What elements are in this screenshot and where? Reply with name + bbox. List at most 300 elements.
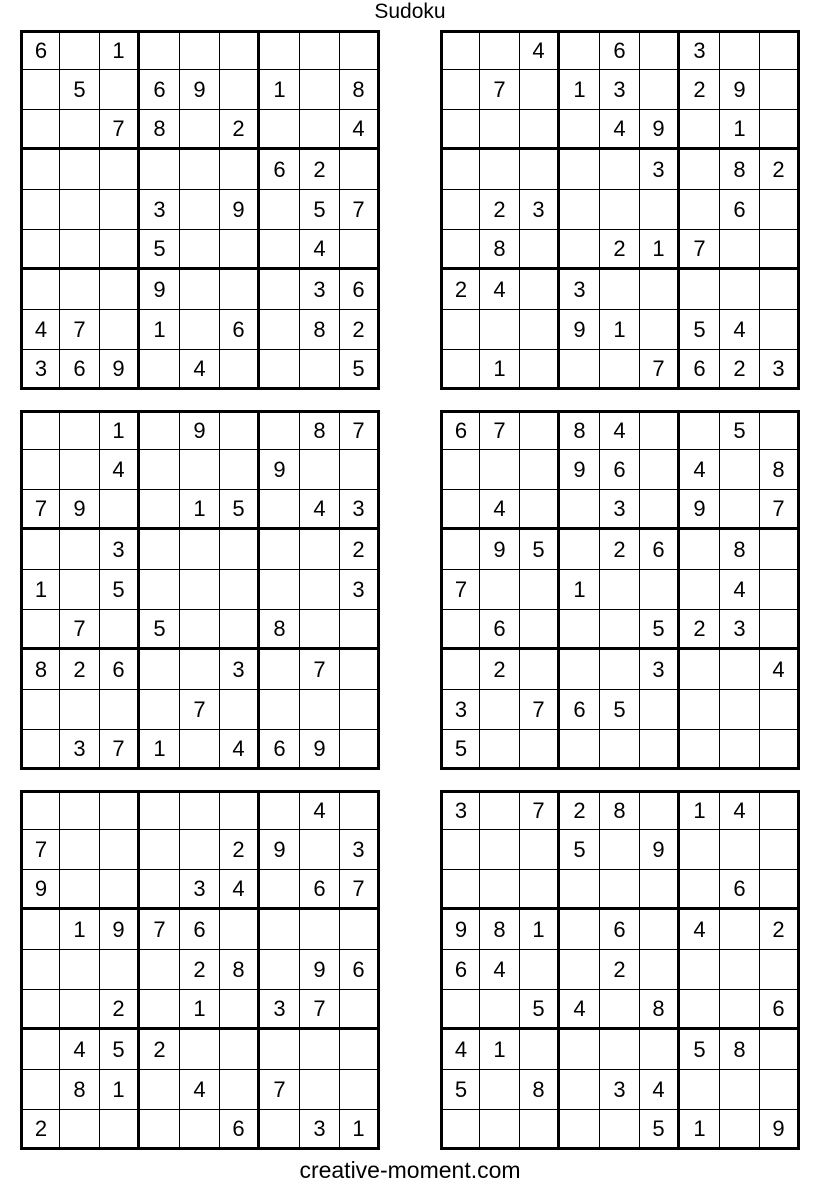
sudoku-cell: 1 [180, 990, 220, 1030]
sudoku-cell: 5 [220, 490, 260, 530]
sudoku-cell: 3 [680, 30, 720, 70]
sudoku-cell [260, 110, 300, 150]
sudoku-cell: 8 [600, 790, 640, 830]
sudoku-cell [20, 270, 60, 310]
sudoku-cell: 5 [100, 1030, 140, 1070]
sudoku-cell: 6 [140, 70, 180, 110]
sudoku-cell: 2 [140, 1030, 180, 1070]
sudoku-cell: 6 [600, 30, 640, 70]
sudoku-cell [60, 570, 100, 610]
sudoku-cell: 7 [20, 490, 60, 530]
sudoku-cell [760, 190, 800, 230]
sudoku-cell [520, 830, 560, 870]
sudoku-cell [600, 570, 640, 610]
sudoku-cell [760, 310, 800, 350]
sudoku-cell [720, 730, 760, 770]
sudoku-cell [260, 690, 300, 730]
sudoku-cell: 1 [680, 1110, 720, 1150]
sudoku-cell: 9 [140, 270, 180, 310]
sudoku-cell [140, 1110, 180, 1150]
sudoku-cell [760, 1030, 800, 1070]
sudoku-cell [440, 650, 480, 690]
sudoku-cell [560, 950, 600, 990]
sudoku-grid-6 [440, 790, 800, 1150]
sudoku-cell: 4 [560, 990, 600, 1030]
sudoku-cell [560, 190, 600, 230]
sudoku-cell [520, 570, 560, 610]
sudoku-cell [20, 150, 60, 190]
sudoku-cell [260, 410, 300, 450]
sudoku-cell [60, 270, 100, 310]
sudoku-cell: 3 [100, 530, 140, 570]
sudoku-cell: 7 [520, 790, 560, 830]
sudoku-cell [20, 450, 60, 490]
sudoku-cell [480, 690, 520, 730]
sudoku-cell: 3 [300, 1110, 340, 1150]
sudoku-cell [220, 230, 260, 270]
sudoku-cell [220, 350, 260, 390]
sudoku-cell [220, 270, 260, 310]
sudoku-cell [640, 870, 680, 910]
sudoku-cell [300, 610, 340, 650]
sudoku-cell [720, 910, 760, 950]
sudoku-cell: 7 [300, 650, 340, 690]
sudoku-cell: 4 [480, 270, 520, 310]
sudoku-cell [600, 650, 640, 690]
sudoku-cell: 8 [340, 70, 380, 110]
sudoku-grid-4 [440, 410, 800, 770]
sudoku-cell [560, 350, 600, 390]
sudoku-cell [680, 650, 720, 690]
sudoku-cell: 4 [300, 790, 340, 830]
sudoku-cell [520, 410, 560, 450]
sudoku-cell [220, 450, 260, 490]
sudoku-cell: 3 [220, 650, 260, 690]
sudoku-cell [720, 830, 760, 870]
sudoku-cell [60, 450, 100, 490]
sudoku-cell: 1 [20, 570, 60, 610]
sudoku-cell [480, 830, 520, 870]
sudoku-cell: 2 [180, 950, 220, 990]
sudoku-cell [180, 450, 220, 490]
sudoku-cell [680, 730, 720, 770]
sudoku-cell [260, 790, 300, 830]
sudoku-cell [220, 70, 260, 110]
sudoku-cell: 7 [640, 350, 680, 390]
sudoku-cell: 2 [220, 830, 260, 870]
sudoku-cell: 6 [20, 30, 60, 70]
sudoku-cell [300, 30, 340, 70]
sudoku-cell [640, 30, 680, 70]
sudoku-grid-5 [20, 790, 380, 1150]
sudoku-cell [440, 530, 480, 570]
sudoku-cell [180, 570, 220, 610]
sudoku-cell [220, 1070, 260, 1110]
sudoku-grid-3 [20, 410, 380, 770]
sudoku-cell: 5 [140, 610, 180, 650]
sudoku-cell [760, 570, 800, 610]
sudoku-cell: 5 [440, 730, 480, 770]
sudoku-cell [20, 110, 60, 150]
sudoku-cell [600, 350, 640, 390]
sudoku-cell [440, 870, 480, 910]
sudoku-cell [180, 270, 220, 310]
sudoku-cell [300, 70, 340, 110]
sudoku-cell [340, 30, 380, 70]
sudoku-cell [600, 190, 640, 230]
sudoku-cell [520, 490, 560, 530]
sudoku-cell [60, 950, 100, 990]
sudoku-cell: 7 [480, 70, 520, 110]
sudoku-cell: 4 [480, 950, 520, 990]
sudoku-cell [680, 870, 720, 910]
sudoku-cell: 7 [140, 910, 180, 950]
sudoku-cell: 4 [440, 1030, 480, 1070]
sudoku-cell [180, 650, 220, 690]
sudoku-cell [260, 350, 300, 390]
sudoku-cell [100, 490, 140, 530]
sudoku-cell [640, 270, 680, 310]
sudoku-cell [260, 270, 300, 310]
sudoku-cell: 6 [480, 610, 520, 650]
sudoku-cell [180, 110, 220, 150]
sudoku-cell: 3 [640, 650, 680, 690]
sudoku-cell: 2 [560, 790, 600, 830]
sudoku-cell: 9 [560, 450, 600, 490]
sudoku-cell [260, 30, 300, 70]
sudoku-cell [340, 790, 380, 830]
sudoku-cell [340, 230, 380, 270]
sudoku-cell: 1 [180, 490, 220, 530]
sudoku-cell [440, 190, 480, 230]
sudoku-cell [680, 690, 720, 730]
sudoku-cell [440, 350, 480, 390]
sudoku-cell [180, 30, 220, 70]
sudoku-cell [260, 490, 300, 530]
sudoku-cell [720, 950, 760, 990]
sudoku-cell [220, 990, 260, 1030]
sudoku-cell [140, 30, 180, 70]
sudoku-cell [440, 310, 480, 350]
sudoku-cell [520, 730, 560, 770]
sudoku-cell: 7 [100, 110, 140, 150]
sudoku-cell [20, 410, 60, 450]
sudoku-cell [520, 310, 560, 350]
sudoku-cell: 8 [220, 950, 260, 990]
sudoku-cell [680, 990, 720, 1030]
sudoku-cell [480, 570, 520, 610]
sudoku-cell: 8 [480, 910, 520, 950]
sudoku-cell [140, 350, 180, 390]
sudoku-cell [760, 270, 800, 310]
sudoku-cell: 3 [60, 730, 100, 770]
sudoku-cell: 4 [720, 790, 760, 830]
sudoku-cell [480, 150, 520, 190]
sudoku-cell: 7 [60, 310, 100, 350]
sudoku-cell: 1 [140, 310, 180, 350]
sudoku-cell [220, 690, 260, 730]
sudoku-cell: 1 [100, 30, 140, 70]
sudoku-cell: 2 [340, 310, 380, 350]
sudoku-cell: 2 [20, 1110, 60, 1150]
sudoku-cell: 8 [640, 990, 680, 1030]
sudoku-cell: 1 [600, 310, 640, 350]
sudoku-cell [100, 690, 140, 730]
sudoku-cell [220, 610, 260, 650]
sudoku-cell [20, 1030, 60, 1070]
sudoku-cell [140, 530, 180, 570]
sudoku-cell [560, 230, 600, 270]
sudoku-cell: 2 [760, 910, 800, 950]
sudoku-cell [300, 350, 340, 390]
sudoku-cell: 8 [300, 310, 340, 350]
sudoku-cell [560, 1110, 600, 1150]
sudoku-cell: 8 [480, 230, 520, 270]
sudoku-cell: 5 [300, 190, 340, 230]
sudoku-cell [640, 790, 680, 830]
sudoku-cell [180, 230, 220, 270]
sudoku-cell: 7 [180, 690, 220, 730]
site-url: creative-moment.com [299, 1157, 521, 1183]
sudoku-cell: 9 [180, 70, 220, 110]
sudoku-cell: 9 [220, 190, 260, 230]
sudoku-cell: 6 [440, 410, 480, 450]
sudoku-cell: 1 [60, 910, 100, 950]
sudoku-cell [60, 110, 100, 150]
sudoku-cell: 9 [640, 830, 680, 870]
sudoku-cell: 6 [260, 730, 300, 770]
sudoku-cell: 9 [300, 950, 340, 990]
sudoku-cell: 7 [340, 870, 380, 910]
sudoku-cell: 3 [720, 610, 760, 650]
sudoku-cell [640, 910, 680, 950]
sudoku-cell: 9 [560, 310, 600, 350]
sudoku-cell [440, 490, 480, 530]
sudoku-cell [560, 150, 600, 190]
sudoku-cell [440, 990, 480, 1030]
sudoku-cell [260, 910, 300, 950]
sudoku-cell [680, 1070, 720, 1110]
sudoku-cell [220, 410, 260, 450]
sudoku-cell: 2 [480, 190, 520, 230]
sudoku-cell [680, 110, 720, 150]
sudoku-cell [760, 610, 800, 650]
sudoku-cell: 4 [520, 30, 560, 70]
sudoku-cell [60, 870, 100, 910]
sudoku-cell: 3 [340, 570, 380, 610]
sudoku-cell [520, 870, 560, 910]
sudoku-cell [140, 690, 180, 730]
sudoku-cell [640, 690, 680, 730]
sudoku-cell [20, 230, 60, 270]
sudoku-cell [260, 190, 300, 230]
sudoku-cell [140, 1070, 180, 1110]
sudoku-cell: 4 [220, 730, 260, 770]
sudoku-cell: 9 [300, 730, 340, 770]
sudoku-cell [640, 950, 680, 990]
sudoku-cell: 2 [340, 530, 380, 570]
sudoku-cell [180, 190, 220, 230]
sudoku-cell: 7 [20, 830, 60, 870]
sudoku-cell: 1 [640, 230, 680, 270]
sudoku-cell [520, 70, 560, 110]
sudoku-cell [520, 450, 560, 490]
sudoku-cell [340, 1030, 380, 1070]
sudoku-cell [300, 530, 340, 570]
sudoku-cell [140, 490, 180, 530]
sudoku-cell: 1 [260, 70, 300, 110]
sudoku-cell [180, 530, 220, 570]
sudoku-cell [180, 830, 220, 870]
sudoku-cell: 4 [640, 1070, 680, 1110]
sudoku-cell [220, 150, 260, 190]
sudoku-cell: 9 [720, 70, 760, 110]
sudoku-grid-2 [440, 30, 800, 390]
sudoku-cell: 2 [60, 650, 100, 690]
sudoku-cell: 8 [60, 1070, 100, 1110]
sudoku-cell [640, 450, 680, 490]
sudoku-cell [60, 530, 100, 570]
sudoku-cell [300, 570, 340, 610]
sudoku-cell [180, 1030, 220, 1070]
sudoku-cell: 4 [20, 310, 60, 350]
sudoku-cell: 3 [300, 270, 340, 310]
sudoku-cell [180, 310, 220, 350]
sudoku-cell [100, 1110, 140, 1150]
sudoku-cell: 6 [560, 690, 600, 730]
sudoku-cell: 9 [20, 870, 60, 910]
sudoku-cell [340, 730, 380, 770]
sudoku-cell [340, 610, 380, 650]
sudoku-cell: 4 [60, 1030, 100, 1070]
sudoku-cell [140, 450, 180, 490]
sudoku-cell [680, 150, 720, 190]
sudoku-cell [600, 1030, 640, 1070]
sudoku-cell [640, 410, 680, 450]
sudoku-cell [140, 410, 180, 450]
sudoku-cell: 8 [260, 610, 300, 650]
sudoku-cell [140, 950, 180, 990]
sudoku-cell [640, 190, 680, 230]
sudoku-cell [600, 870, 640, 910]
sudoku-cell: 6 [760, 990, 800, 1030]
sudoku-cell: 5 [600, 690, 640, 730]
sudoku-cell [760, 870, 800, 910]
sudoku-cell [680, 270, 720, 310]
sudoku-cell: 7 [480, 410, 520, 450]
sudoku-cell: 5 [520, 530, 560, 570]
sudoku-cell [100, 830, 140, 870]
sudoku-cell [560, 1030, 600, 1070]
sudoku-cell: 6 [260, 150, 300, 190]
sudoku-cell [480, 310, 520, 350]
sudoku-cell [20, 610, 60, 650]
sudoku-cell [140, 790, 180, 830]
sudoku-cell [100, 310, 140, 350]
sudoku-cell [340, 650, 380, 690]
sudoku-cell: 4 [220, 870, 260, 910]
sudoku-cell [560, 530, 600, 570]
sudoku-cell: 6 [340, 270, 380, 310]
sudoku-cell: 3 [600, 70, 640, 110]
sudoku-cell [600, 830, 640, 870]
sudoku-cell [180, 1110, 220, 1150]
sudoku-cell [760, 1070, 800, 1110]
sudoku-cell: 2 [680, 610, 720, 650]
sudoku-cell [20, 690, 60, 730]
sudoku-cell: 6 [720, 870, 760, 910]
sudoku-cell [560, 30, 600, 70]
sudoku-cell [760, 730, 800, 770]
sudoku-cell: 6 [60, 350, 100, 390]
page-title: Sudoku [374, 0, 446, 23]
sudoku-cell [140, 830, 180, 870]
sudoku-cell: 1 [720, 110, 760, 150]
sudoku-cell [60, 690, 100, 730]
sudoku-cell [60, 1110, 100, 1150]
sudoku-cell [340, 450, 380, 490]
sudoku-cell [220, 30, 260, 70]
sudoku-cell: 1 [560, 70, 600, 110]
sudoku-cell [560, 910, 600, 950]
sudoku-cell [720, 230, 760, 270]
sudoku-cell: 1 [140, 730, 180, 770]
sudoku-cell: 3 [600, 1070, 640, 1110]
sudoku-cell [680, 410, 720, 450]
sudoku-cell [340, 1070, 380, 1110]
sudoku-cell [260, 1110, 300, 1150]
sudoku-cell [720, 1070, 760, 1110]
sudoku-cell: 5 [440, 1070, 480, 1110]
sudoku-cell: 7 [760, 490, 800, 530]
sudoku-cell [600, 270, 640, 310]
sudoku-cell: 8 [720, 150, 760, 190]
sudoku-cell: 2 [600, 950, 640, 990]
sudoku-cell: 8 [300, 410, 340, 450]
sudoku-cell [220, 790, 260, 830]
sudoku-cell [480, 990, 520, 1030]
sudoku-cell: 3 [20, 350, 60, 390]
sudoku-cell: 3 [440, 690, 480, 730]
sudoku-cell [480, 730, 520, 770]
sudoku-cell [600, 990, 640, 1030]
sudoku-cell [340, 910, 380, 950]
sudoku-cell: 1 [480, 1030, 520, 1070]
sudoku-cell [560, 1070, 600, 1110]
sudoku-cell [60, 410, 100, 450]
sudoku-cell: 6 [600, 910, 640, 950]
sudoku-cell [480, 30, 520, 70]
sudoku-cell: 3 [340, 490, 380, 530]
sudoku-cell: 5 [140, 230, 180, 270]
sudoku-cell [520, 950, 560, 990]
sudoku-cell: 9 [100, 350, 140, 390]
sudoku-cell: 2 [760, 150, 800, 190]
sudoku-cell: 7 [440, 570, 480, 610]
sudoku-cell: 5 [720, 410, 760, 450]
sudoku-cell: 7 [260, 1070, 300, 1110]
sudoku-cell: 1 [560, 570, 600, 610]
sudoku-cell [140, 990, 180, 1030]
sudoku-cell: 6 [220, 1110, 260, 1150]
sudoku-cell [480, 1070, 520, 1110]
sudoku-cell [340, 690, 380, 730]
sudoku-cell [560, 610, 600, 650]
sudoku-cell: 5 [60, 70, 100, 110]
sudoku-cell [60, 830, 100, 870]
sudoku-cell: 9 [480, 530, 520, 570]
sudoku-cell: 8 [20, 650, 60, 690]
